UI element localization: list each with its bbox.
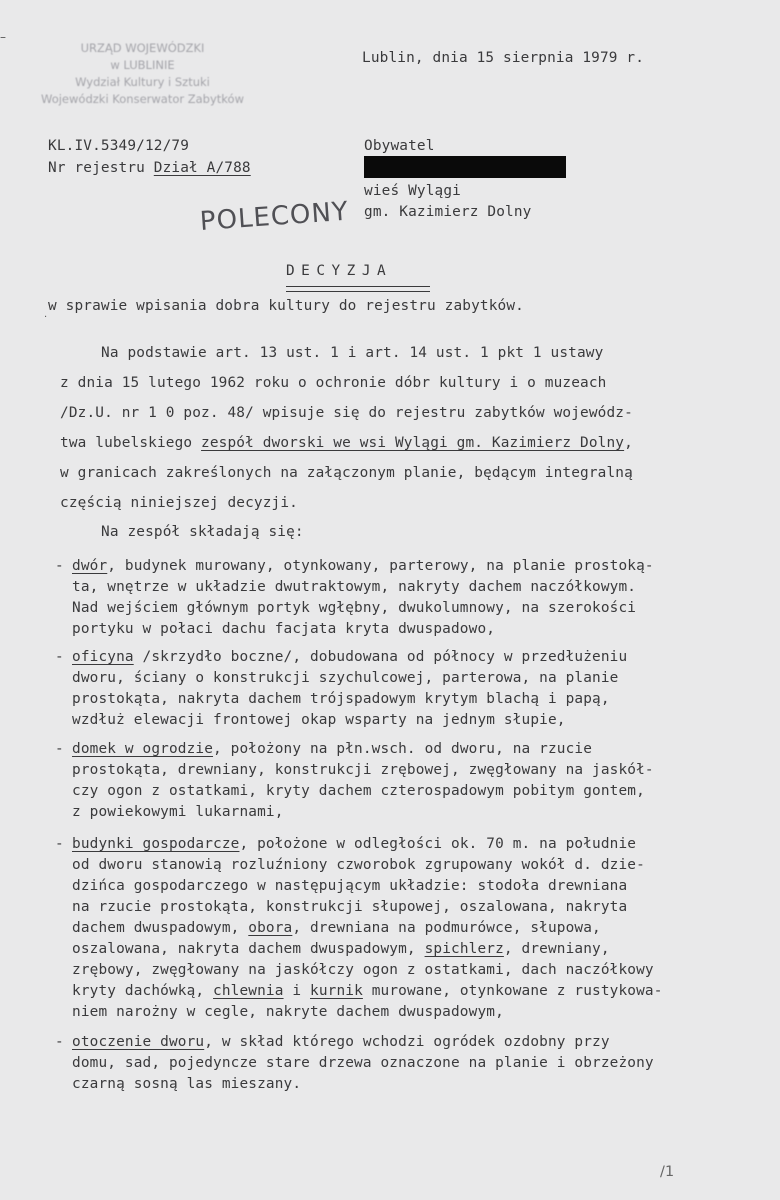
item-line: oszalowana, nakryta dachem dwuspadowym, spichlerz, drewniany, [72, 941, 610, 957]
place-date: Lublin, dnia 15 sierpnia 1979 r. [362, 50, 645, 66]
item-line: prostokąta, drewniany, konstrukcji zrębowej, zwęgłowany na jaskół- [72, 762, 654, 778]
item-line: czarną sosną las mieszany. [72, 1076, 302, 1092]
redacted-name [364, 156, 566, 178]
item-line: na rzucie prostokąta, konstrukcji słupowej, oszalowana, nakryta [72, 899, 628, 915]
item-term: chlewnia [213, 983, 284, 999]
stamp-line: Wojewódzki Konserwator Zabytków [41, 92, 244, 106]
item-budynki: budynki gospodarcze, położone w odległości ok. 70 m. na południe [72, 836, 637, 852]
register-number [48, 158, 251, 178]
item-dash: - [55, 741, 64, 757]
item-dash: - [55, 558, 64, 574]
intro-line: /Dz.U. nr 1 0 poz. 48/ wpisuje się do rejestru zabytków wojewódz- [60, 405, 633, 421]
register-label: Nr rejestru [48, 160, 145, 176]
intro-line: Na podstawie art. 13 ust. 1 i art. 14 ust. 1 pkt 1 ustawy [101, 345, 604, 361]
item-line: zrębowy, zwęgłowany na jaskółczy ogon z ostatkami, dach naczółkowy [72, 962, 654, 978]
addressee-salutation: Obywatel [364, 138, 435, 154]
subject-line: w sprawie wpisania dobra kultury do rejestru zabytków. [48, 298, 524, 314]
stamp-line: w LUBLINIE [110, 58, 175, 72]
addressee-commune: gm. Kazimierz Dolny [364, 204, 532, 220]
intro-line: z dnia 15 lutego 1962 roku o ochronie dóbr kultury i o muzeach [60, 375, 607, 391]
item-line: dworu, ściany o konstrukcji szychulcowej, parterowa, na planie [72, 670, 619, 686]
item-line: czy ogon z ostatkami, kryty dachem czterospadowym pobitym gontem, [72, 783, 645, 799]
item-dash: - [55, 836, 64, 852]
item-line: portyku w połaci dachu facjata kryta dwuspadowo, [72, 621, 496, 637]
item-otoczenie: otoczenie dworu, w skład którego wchodzi ogródek ozdobny przy [72, 1034, 610, 1050]
intro-line: twa lubelskiego zespół dworski we wsi Wylągi gm. Kazimierz Dolny, [60, 435, 633, 451]
intro-line: Na zespół składają się: [101, 524, 304, 540]
register-object: zespół dworski we wsi Wylągi gm. Kazimierz Dolny [201, 435, 625, 451]
item-line: wzdłuż elewacji frontowej okap wsparty na jednym słupie, [72, 712, 566, 728]
margin-dot-mark: · [44, 312, 48, 323]
intro-line: w granicach zakreślonych na załączonym planie, będącym integralną [60, 465, 633, 481]
addressee-village: wieś Wylągi [364, 183, 461, 199]
item-line: domu, sad, pojedyncze stare drzewa oznaczone na planie i obrzeżony [72, 1055, 654, 1071]
register-value: Dział A/788 [153, 160, 251, 176]
item-term: kurnik [310, 983, 363, 999]
item-line: ta, wnętrze w układzie dwutraktowym, nakryty dachem naczółkowym. [72, 579, 637, 595]
item-term: oficyna [72, 649, 134, 665]
title-underline [286, 286, 430, 292]
item-term: otoczenie dworu [72, 1034, 205, 1050]
document-title: DECYZJA [286, 263, 393, 279]
item-line: Nad wejściem głównym portyk wgłębny, dwukolumnowy, na szerokości [72, 600, 637, 616]
item-line: od dworu stanowią rozluźniony czworobok zgrupowany wokół d. dzie- [72, 857, 645, 873]
item-line: dzińca gospodarczego w następującym układzie: stodoła drewniana [72, 878, 628, 894]
item-line: kryty dachówką, chlewnia i kurnik murowane, otynkowane z rustykowa- [72, 983, 663, 999]
item-dwor: dwór, budynek murowany, otynkowany, parterowy, na planie prostoką- [72, 558, 654, 574]
item-dash: - [55, 649, 64, 665]
stamp-line: URZĄD WOJEWÓDZKI [80, 41, 205, 55]
item-line: z powiekowymi lukarnami, [72, 804, 284, 820]
item-term: budynki gospodarcze [72, 836, 240, 852]
registered-mail-stamp: POLECONY [198, 196, 350, 237]
item-term: obora [248, 920, 293, 936]
item-line: niem narożny w cegle, nakryte dachem dwuspadowym, [72, 1004, 504, 1020]
reference-number: KL.IV.5349/12/79 [48, 138, 190, 154]
page-mark: /1 [660, 1164, 675, 1180]
intro-line: częścią niniejszej decyzji. [60, 495, 298, 511]
item-domek: domek w ogrodzie, położony na płn.wsch. od dworu, na rzucie [72, 741, 593, 757]
stamp-line: Wydział Kultury i Sztuki [75, 75, 210, 89]
margin-tick-mark: – [0, 30, 6, 44]
office-stamp [30, 40, 255, 108]
item-dash: - [55, 1034, 64, 1050]
item-oficyna: oficyna /skrzydło boczne/, dobudowana od północy w przedłużeniu [72, 649, 628, 665]
item-term: dwór [72, 558, 108, 574]
item-line: prostokąta, nakryta dachem trójspadowym krytym blachą i papą, [72, 691, 610, 707]
item-line: dachem dwuspadowym, obora, drewniana na podmurówce, słupowa, [72, 920, 601, 936]
item-term: domek w ogrodzie [72, 741, 214, 757]
item-term: spichlerz [424, 941, 504, 957]
